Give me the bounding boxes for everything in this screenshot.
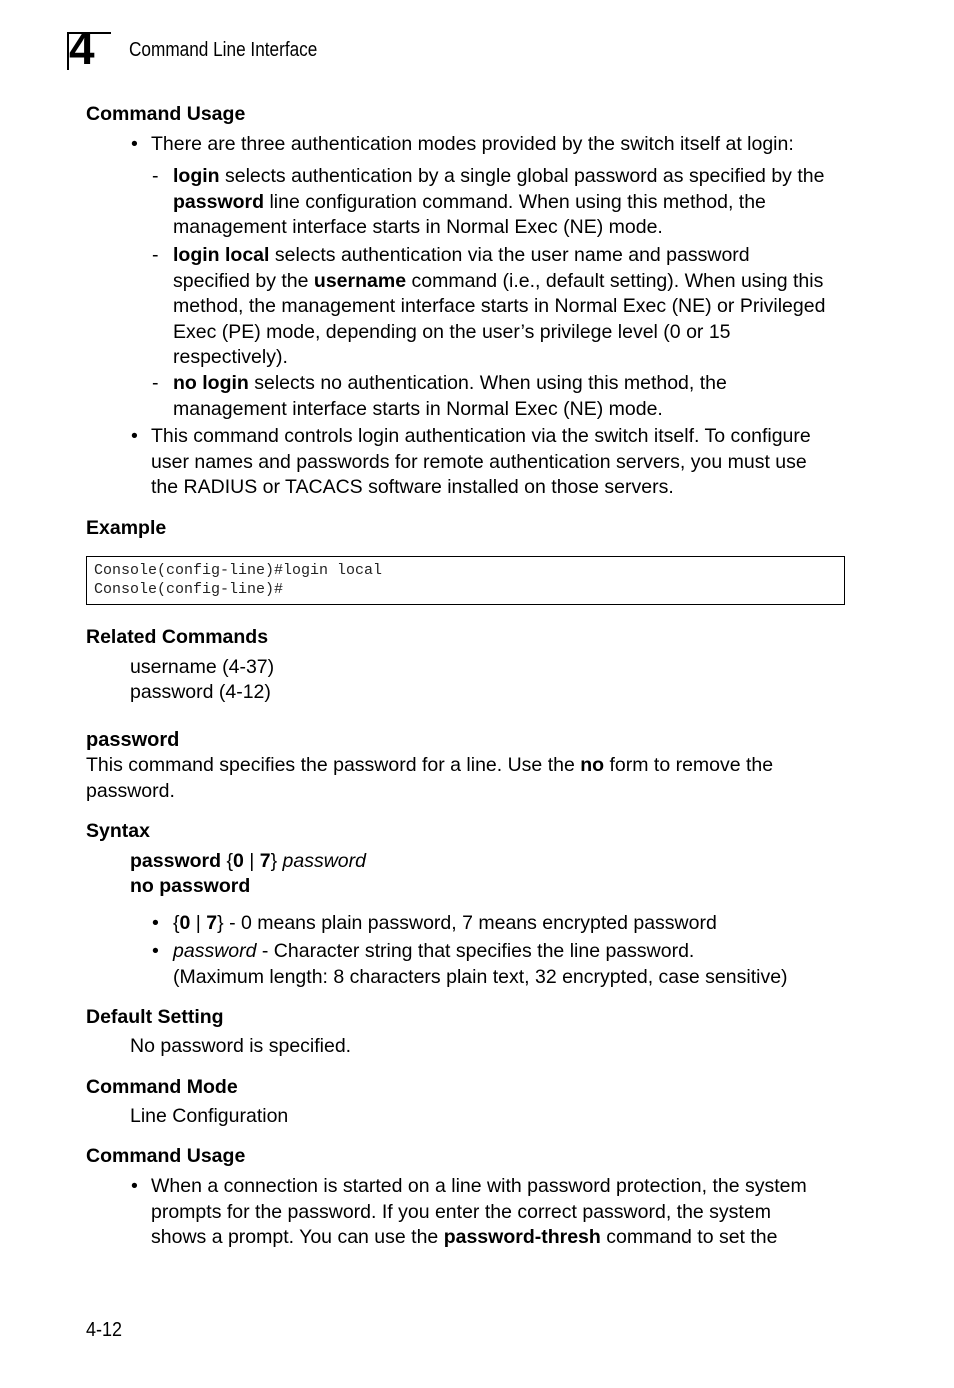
syntax-bullet-2 [173,939,788,990]
text: (Maximum length: 8 characters plain text, 32 encrypted, case sensitive) [173,965,788,988]
keyword-login-local: login local [173,244,270,266]
syntax-bullet-1 [173,911,717,937]
usage2-bullet-1 [151,1174,807,1251]
section-heading-command-usage: Command Usage [86,103,246,125]
text: { [221,850,233,872]
text: This command specifies the password for a line. Use the [86,754,581,776]
keyword-no: no [580,754,605,776]
text: form to remove the [604,754,774,776]
dash-marker: - [152,244,159,266]
text: password. [86,779,175,802]
code-example-box [86,556,845,605]
text: line configuration command. When using this method, the [264,190,766,213]
code-line: Console(config-line)# [94,581,284,598]
section-heading-default-setting: Default Setting [86,1006,224,1028]
chapter-title: Command Line Interface [129,39,318,61]
keyword-password-thresh: password-thresh [443,1226,601,1248]
command-mode-text: Line Configuration [130,1105,289,1127]
keyword-username: username [313,269,407,292]
text: command (i.e., default setting). When using this [406,269,824,292]
section-heading-related-commands: Related Commands [86,626,269,648]
text: When a connection is started on a line with password protection, the system [151,1175,807,1197]
section-heading-command-usage-2: Command Usage [86,1145,246,1167]
usage-bullet-1: There are three authentication modes provided by the switch itself at login: [151,133,794,155]
dash-marker: - [152,372,159,394]
text: method, the management interface starts in Normal Exec (NE) or Privileged [173,295,826,317]
command-title-password: password [86,729,180,751]
text: user names and passwords for remote authentication servers, you must use [151,450,807,473]
text: respectively). [173,346,288,368]
text: } [217,912,224,934]
syntax-parameter: password [282,850,366,872]
text: { [173,912,180,934]
default-setting-text: No password is specified. [130,1035,352,1057]
bullet-marker: • [152,912,159,934]
bullet-marker: • [131,425,138,447]
text: command to set the [600,1226,778,1248]
syntax-option: 0 [179,912,191,934]
code-line: Console(config-line)#login local [94,562,383,579]
text: - Character string that specifies the line password. [256,940,695,962]
usage-bullet-2 [151,424,811,501]
text: specified by the [173,269,314,292]
text: This command controls login authentication via the switch itself. To configure [151,425,811,447]
text: selects authentication by a single global password as specified by the [219,165,825,187]
text: | [243,850,260,872]
keyword-password: password [173,190,265,213]
text: } [270,850,283,872]
text: - 0 means plain password, 7 means encrypted password [223,912,717,934]
section-heading-syntax: Syntax [86,820,150,842]
syntax-option: 7 [259,850,271,872]
bullet-marker: • [152,940,159,962]
text: prompts for the password. If you enter the correct password, the system [151,1200,771,1223]
section-heading-example: Example [86,517,167,539]
text: selects no authentication. When using this method, the [248,372,727,394]
related-command-password: password (4-12) [130,681,271,703]
syntax-line-1 [130,849,366,875]
page-number: 4-12 [86,1319,123,1341]
text: | [190,912,207,934]
syntax-option: 0 [232,850,244,872]
text: shows a prompt. You can use the [151,1226,444,1248]
keyword-login: login [173,165,220,187]
keyword-no-login: no login [173,372,249,394]
related-command-username: username (4-37) [130,656,275,678]
syntax-line-2: no password [130,875,251,897]
dash-item-no-login [173,371,727,422]
text: management interface starts in Normal Exec (NE) mode. [173,397,663,420]
syntax-parameter: password [173,940,257,962]
section-heading-command-mode: Command Mode [86,1076,238,1098]
dash-item-login [173,164,824,241]
syntax-command: password [130,850,222,872]
text: selects authentication via the user name and password [269,244,750,266]
text: Exec (PE) mode, depending on the user’s privilege level (0 or 15 [173,320,731,343]
bullet-marker: • [131,133,138,155]
text: the RADIUS or TACACS software installed on those servers. [151,476,674,498]
chapter-number: 4 [69,22,95,74]
syntax-option: 7 [206,912,218,934]
command-description [86,753,773,804]
text: management interface starts in Normal Exec (NE) mode. [173,216,663,238]
dash-marker: - [152,165,159,187]
bullet-marker: • [131,1175,138,1197]
dash-item-login-local [173,243,825,371]
